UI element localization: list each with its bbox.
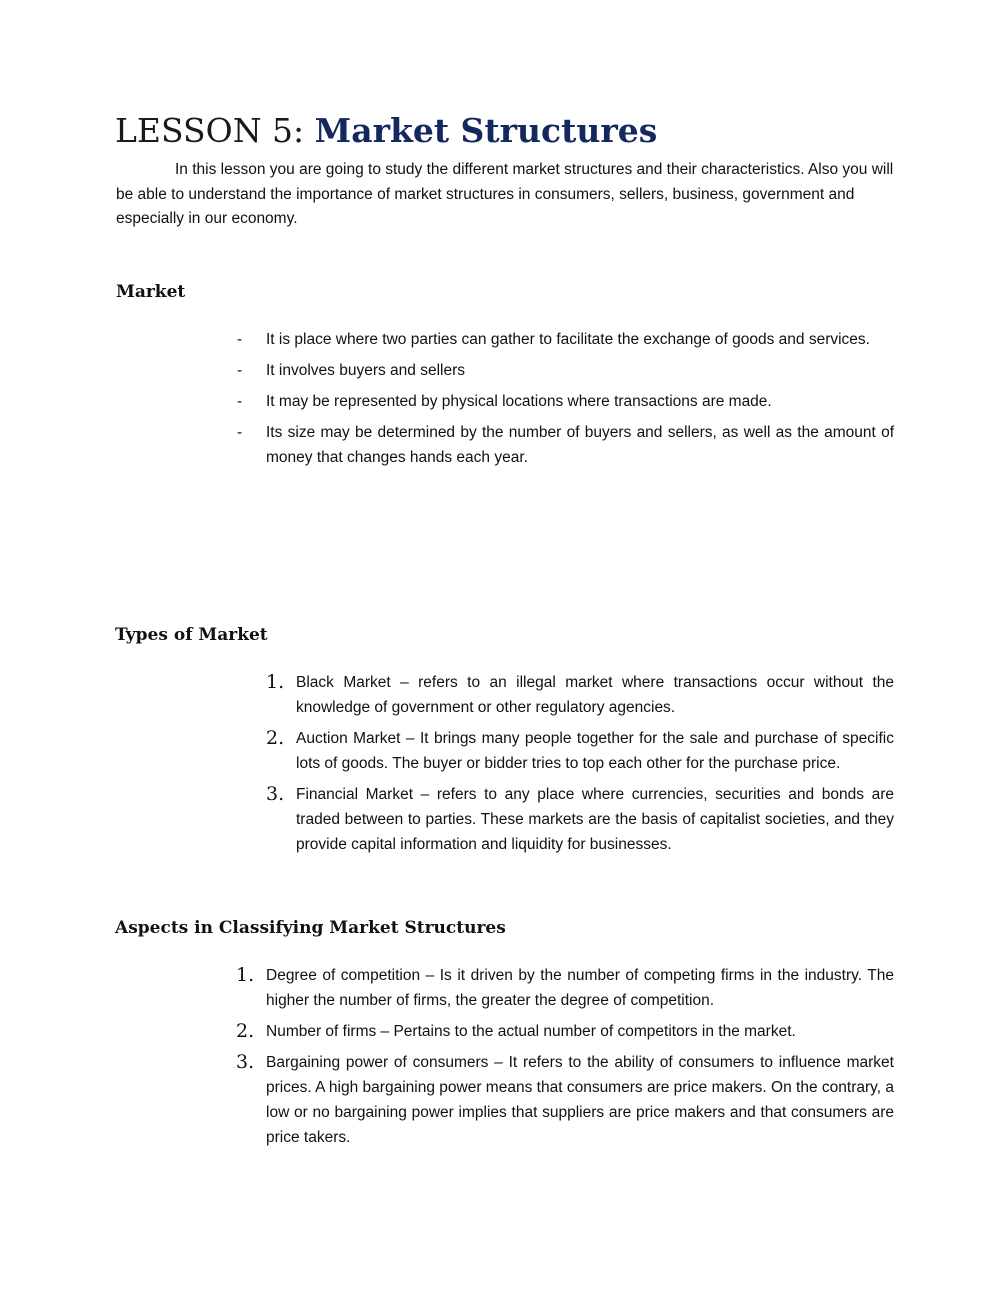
heading-types-of-market: Types of Market: [115, 625, 268, 645]
aspects-item-text: Number of firms – Pertains to the actual number of competitors in the market.: [266, 1023, 796, 1040]
list-number: 2.: [266, 727, 285, 749]
list-number: 1.: [266, 671, 285, 693]
types-item-text: Auction Market – It brings many people together for the sale and purchase of specific lots of goods. The buyer or bidder tries to top each other for the purchase price.: [296, 730, 894, 772]
market-item-2: [237, 358, 894, 383]
types-item-3: [266, 782, 894, 857]
market-item-text: It involves buyers and sellers: [266, 362, 466, 379]
dash-bullet: -: [237, 331, 243, 348]
aspects-item-3: [236, 1050, 894, 1150]
title-prefix: LESSON 5:: [115, 111, 315, 150]
aspects-item-1: [236, 963, 894, 1013]
market-item-text: It may be represented by physical locations where transactions are made.: [266, 393, 772, 410]
page-title: [115, 110, 657, 152]
types-item-1: [266, 670, 894, 720]
types-item-text: Financial Market – refers to any place where currencies, securities and bonds are traded between to parties. These markets are the basis of capitalist societies, and they provide capital information and liquidity for businesses.: [296, 786, 894, 853]
types-item-2: [266, 726, 894, 776]
market-item-1: [237, 327, 894, 352]
market-list: [237, 327, 894, 476]
aspects-item-text: Bargaining power of consumers – It refers to the ability of consumers to influence market prices. A high bargaining power means that consumers are price makers. On the contrary, a low or no bargaining power implies that suppliers are price makers and that consumers are price takers.: [266, 1054, 894, 1146]
aspects-item-2: [236, 1019, 894, 1044]
list-number: 3.: [236, 1051, 255, 1073]
intro-paragraph: [116, 158, 906, 232]
market-item-text: Its size may be determined by the number of buyers and sellers, as well as the amount of money that changes hands each year.: [266, 424, 894, 466]
list-number: 1.: [236, 964, 255, 986]
heading-aspects: Aspects in Classifying Market Structures: [115, 918, 506, 938]
market-item-3: [237, 389, 894, 414]
market-item-4: [237, 420, 894, 470]
title-emphasis: Market Structures: [314, 111, 658, 150]
aspects-list: [236, 963, 894, 1156]
dash-bullet: -: [237, 362, 243, 379]
aspects-item-text: Degree of competition – Is it driven by the number of competing firms in the industry. The higher the number of firms, the greater the degree of competition.: [266, 967, 894, 1009]
market-item-text: It is place where two parties can gather to facilitate the exchange of goods and services.: [266, 331, 870, 348]
heading-market: Market: [116, 282, 186, 302]
list-number: 2.: [236, 1020, 255, 1042]
types-item-text: Black Market – refers to an illegal market where transactions occur without the knowledge of government or other regulatory agencies.: [296, 674, 894, 716]
dash-bullet: -: [237, 393, 243, 410]
dash-bullet: -: [237, 424, 243, 441]
intro-text: In this lesson you are going to study the different market structures and their characteristics. Also you will be able to understand the importance of market structures in consumers, sellers, business, government and especially in our economy.: [116, 161, 894, 227]
types-of-market-list: [266, 670, 894, 863]
list-number: 3.: [266, 783, 285, 805]
